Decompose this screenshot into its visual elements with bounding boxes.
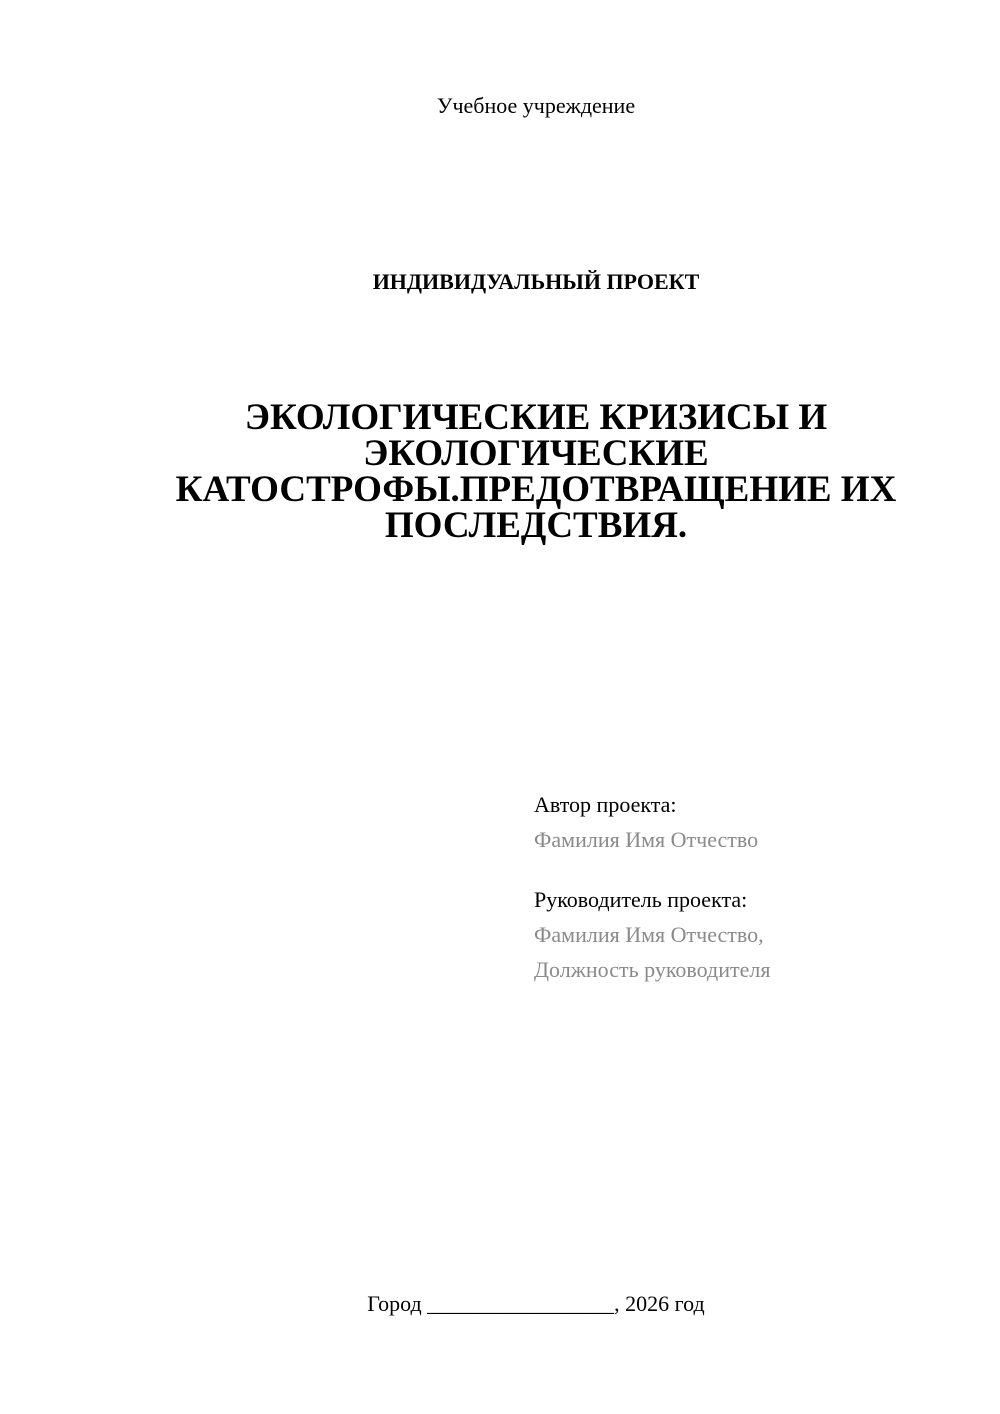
author-label: Автор проекта: — [534, 792, 677, 817]
project-title-line: ЭКОЛОГИЧЕСКИЕ КРИЗИСЫ И — [244, 397, 828, 438]
document-type: ИНДИВИДУАЛЬНЫЙ ПРОЕКТ — [372, 269, 700, 294]
project-title — [140, 397, 932, 546]
supervisor-name: Фамилия Имя Отчество, — [534, 922, 764, 947]
city-year-line: Город _________________, 2026 год — [367, 1291, 705, 1316]
project-title-line: ПОСЛЕДСТВИЯ. — [384, 505, 688, 546]
supervisor-label: Руководитель проекта: — [534, 887, 748, 912]
project-title-line: КАТОСТРОФЫ.ПРЕДОТВРАЩЕНИЕ ИХ — [175, 469, 897, 510]
project-title-line: ЭКОЛОГИЧЕСКИЕ — [363, 433, 709, 474]
author-name: Фамилия Имя Отчество — [534, 827, 759, 852]
spacer — [534, 857, 974, 883]
project-people-block — [534, 788, 974, 987]
supervisor-position: Должность руководителя — [534, 957, 771, 982]
institution-name: Учебное учреждение — [436, 93, 636, 118]
